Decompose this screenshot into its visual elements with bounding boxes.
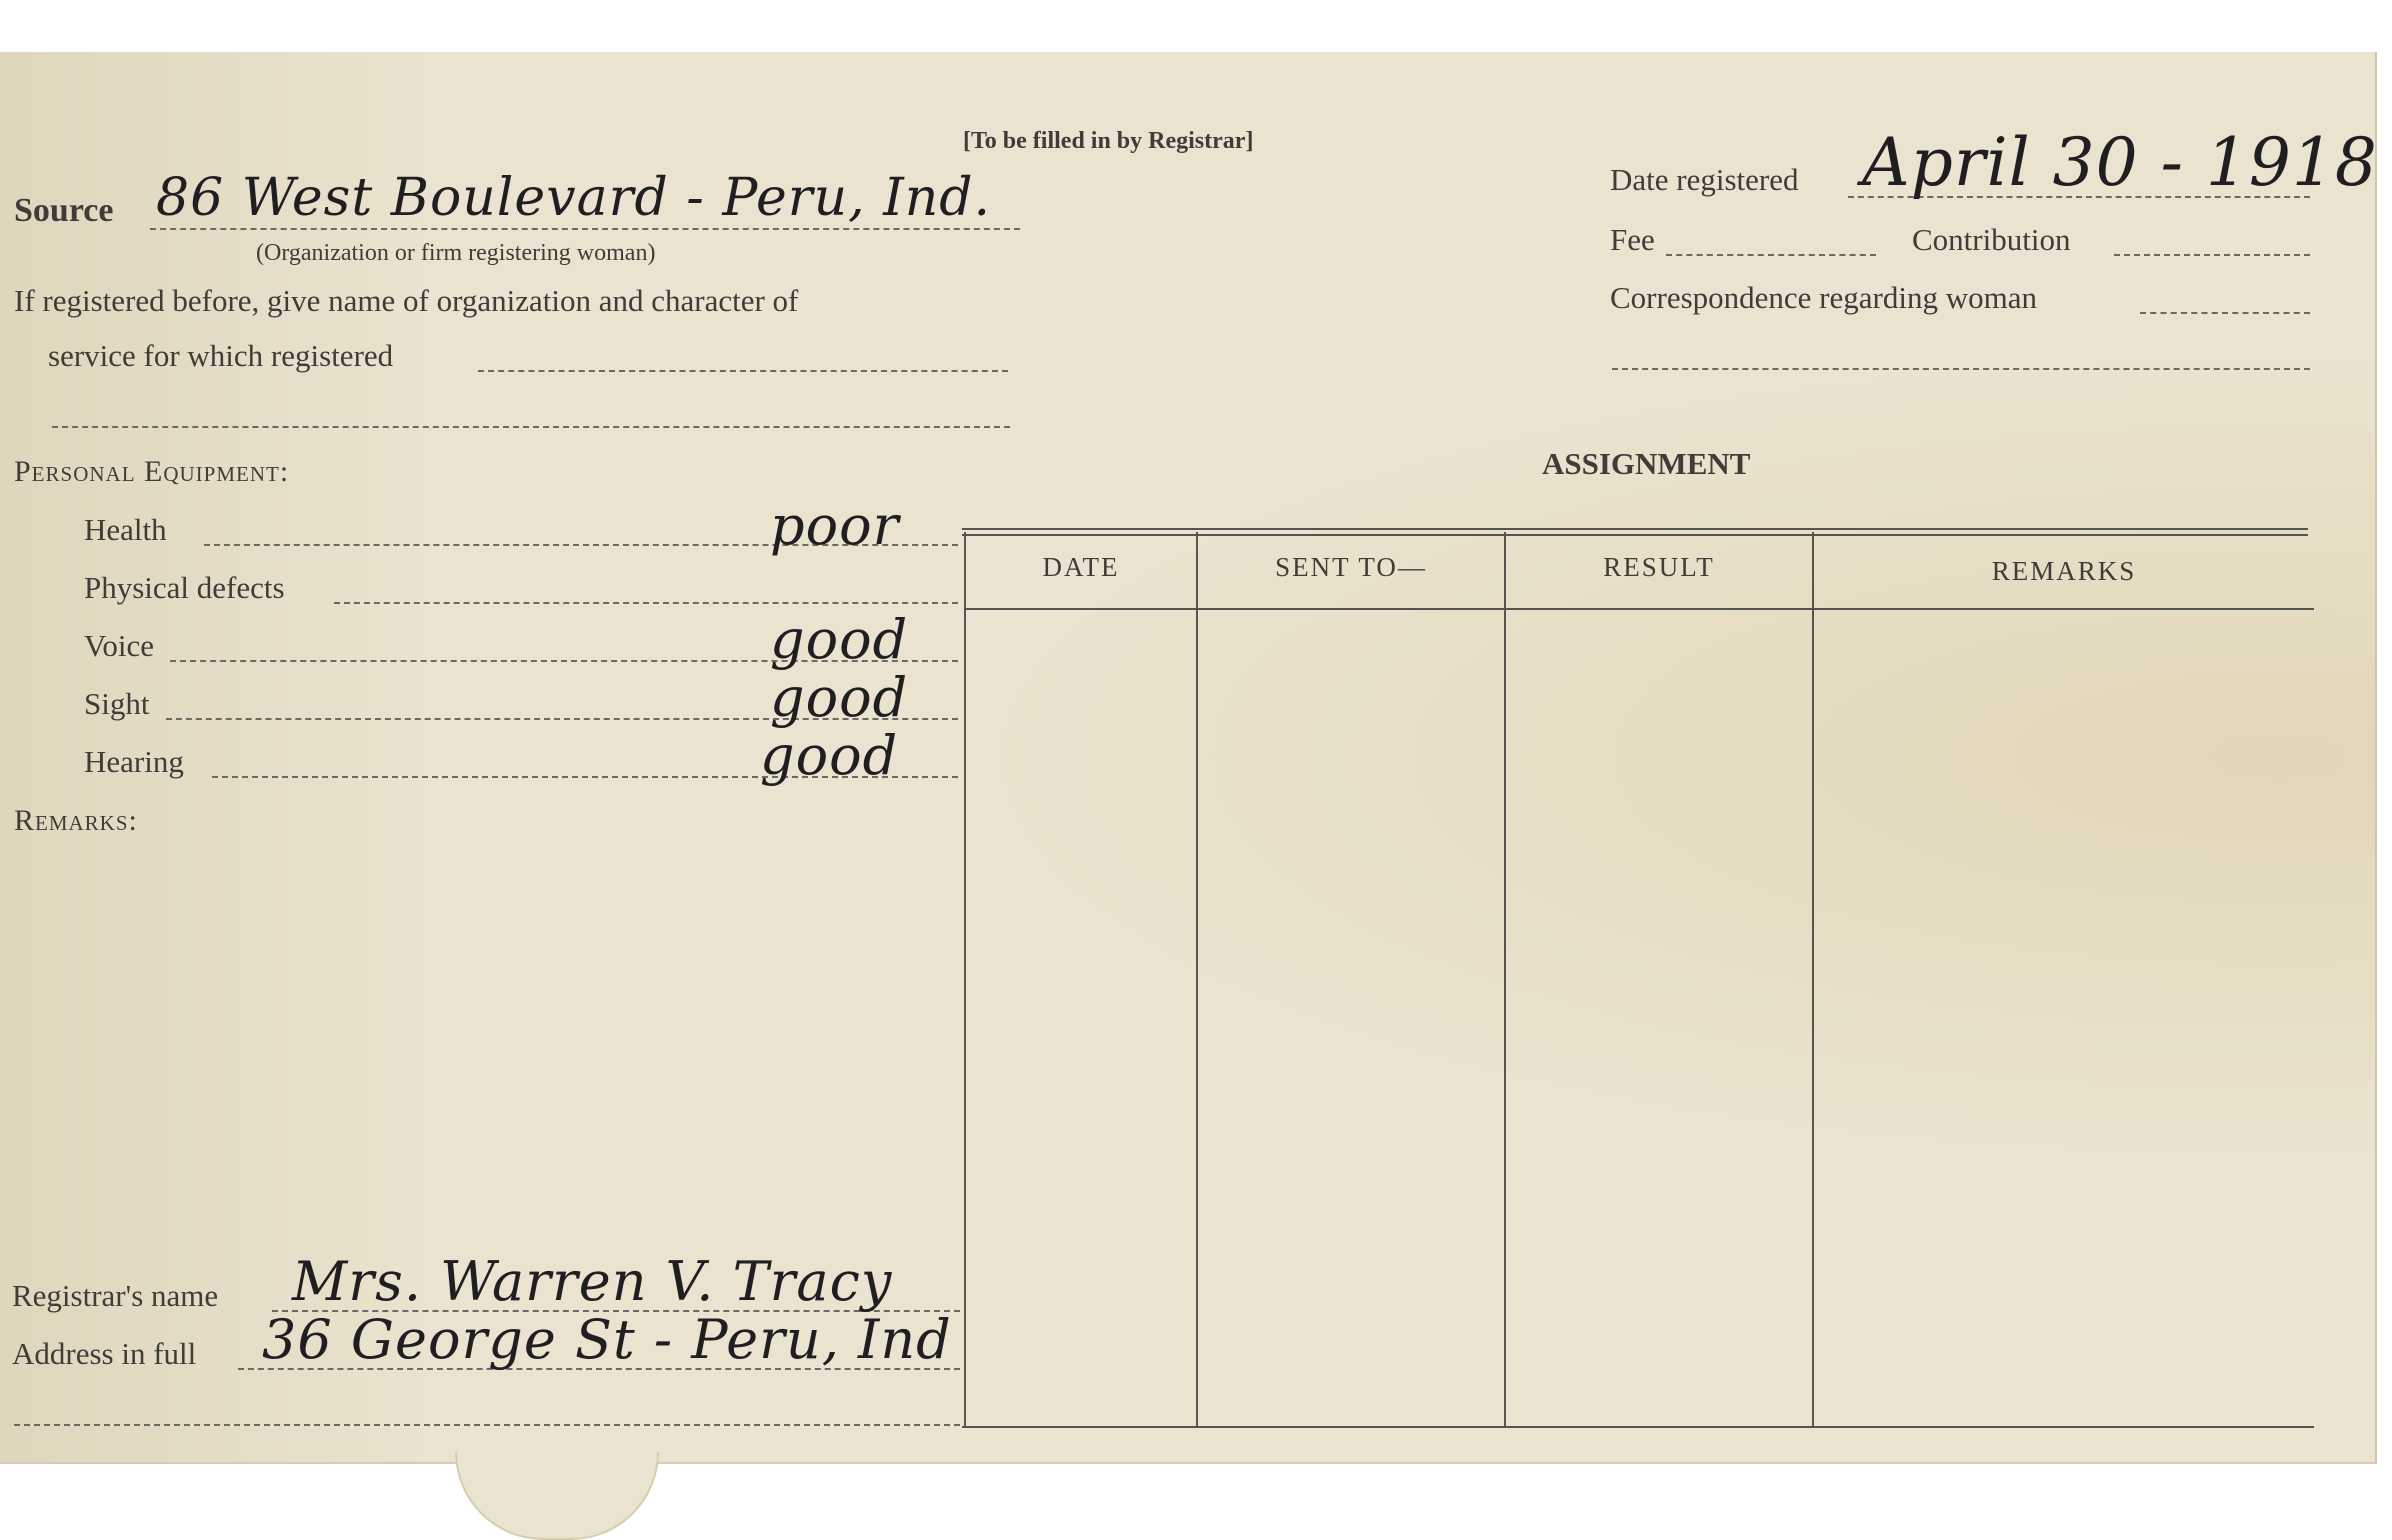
assignment-top-rule-2 [962,534,2308,536]
fee-label: Fee [1610,222,1655,257]
correspondence-label: Correspondence regarding woman [1610,280,2037,315]
physical-defects-line [334,602,958,604]
sight-label: Sight [84,686,150,721]
voice-label: Voice [84,628,155,663]
col-head-remarks: REMARKS [1991,556,2137,586]
date-registered-value: April 30 - 1918 [1862,124,2378,201]
source-value: 86 West Boulevard - Peru, Ind. [156,168,992,228]
assignment-col-divider-3 [1812,532,1814,1428]
address-label: Address in full [12,1336,197,1371]
correspondence-line [2140,312,2310,314]
previous-extra-dots [52,426,1010,428]
registrar-name-value: Mrs. Warren V. Tracy [292,1250,893,1313]
personal-equipment-heading: Personal Equipment: [14,455,290,488]
col-head-date: DATE [1042,552,1120,582]
assignment-left-border [964,532,966,1428]
col-head-sent-to: SENT TO— [1275,552,1427,582]
contribution-line [2114,254,2310,256]
col-head-result: RESULT [1603,552,1715,582]
registrar-name-label: Registrar's name [12,1278,219,1313]
sight-value: good [770,666,909,729]
source-line [150,228,1020,230]
remarks-heading: Remarks: [14,804,138,837]
assignment-col-divider-2 [1504,532,1506,1428]
contribution-label: Contribution [1912,222,2071,257]
assignment-col-divider-1 [1196,532,1198,1428]
previous-line2-dots [478,370,1008,372]
source-caption: (Organization or firm registering woman) [256,240,656,266]
card-index-tab [455,1452,659,1540]
previous-line2: service for which registered [48,338,394,373]
assignment-title: ASSIGNMENT [1542,446,1751,481]
hearing-label: Hearing [84,744,184,779]
assignment-bottom-rule [962,1426,2314,1428]
assignment-top-rule [962,528,2308,530]
health-label: Health [84,512,167,547]
assignment-header-rule [964,608,2314,610]
address-extra-line [14,1424,960,1426]
health-value: poor [770,494,900,557]
source-label: Source [14,192,114,229]
address-value: 36 George St - Peru, Ind [262,1308,952,1371]
previous-line1: If registered before, give name of organization and character of [14,283,799,318]
date-registered-label: Date registered [1610,162,1799,197]
registrar-note: [To be filled in by Registrar] [963,128,1254,154]
fee-line [1666,254,1876,256]
voice-value: good [770,608,909,671]
correspondence-extra-line [1612,368,2310,370]
hearing-value: good [760,724,899,787]
physical-defects-label: Physical defects [84,570,285,605]
